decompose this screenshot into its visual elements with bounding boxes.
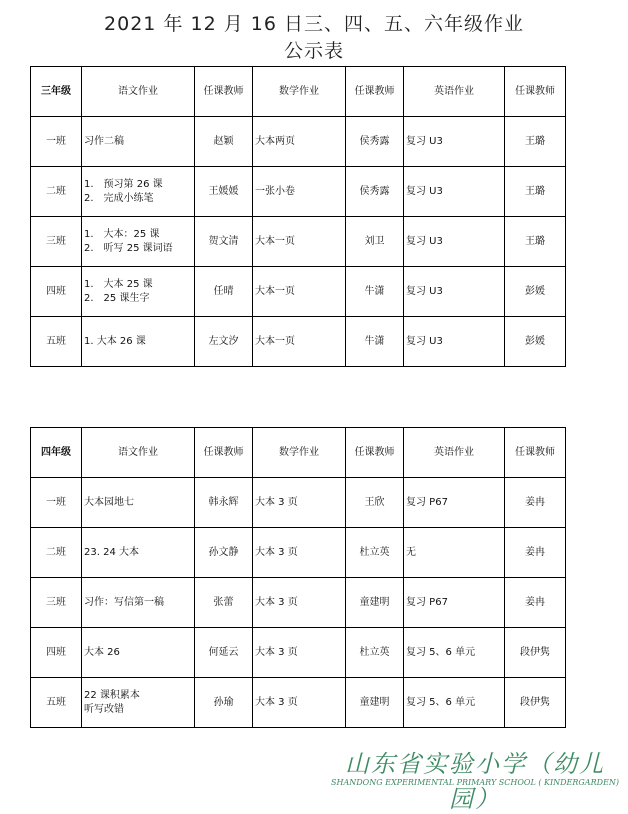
chinese-homework — [82, 267, 195, 317]
class-name: 一班 — [31, 117, 82, 167]
homework-line: 习作：写信第一稿 — [84, 596, 164, 608]
math-teacher: 侯秀露 — [346, 167, 404, 217]
math-teacher: 刘卫 — [346, 217, 404, 267]
class-name: 五班 — [31, 678, 82, 728]
school-name-cn: 山东省实验小学（幼儿园） — [345, 750, 605, 813]
math-teacher: 童建明 — [346, 578, 404, 628]
math-homework: 大本一页 — [253, 217, 346, 267]
chinese-teacher: 贺文清 — [195, 217, 253, 267]
english-teacher: 王璐 — [505, 167, 566, 217]
header-chinese: 语文作业 — [82, 67, 195, 117]
english-teacher: 姜冉 — [505, 578, 566, 628]
table-row — [31, 678, 566, 728]
chinese-teacher: 任晴 — [195, 267, 253, 317]
header-teacher: 任课教师 — [195, 428, 253, 478]
homework-line: 23. 24 大本 — [84, 546, 139, 558]
english-teacher: 彭媛 — [505, 267, 566, 317]
chinese-teacher: 王媛媛 — [195, 167, 253, 217]
english-homework: 复习 5、6 单元 — [404, 628, 505, 678]
header-math: 数学作业 — [253, 67, 346, 117]
homework-line: 习作二稿 — [84, 135, 124, 147]
header-teacher: 任课教师 — [505, 67, 566, 117]
english-teacher: 段伊隽 — [505, 678, 566, 728]
homework-line: 1. 大本 26 课 — [84, 335, 146, 347]
chinese-teacher: 左文汐 — [195, 317, 253, 367]
table-row — [31, 478, 566, 528]
homework-line: 听写改错 — [84, 703, 124, 715]
math-homework: 大本 3 页 — [253, 678, 346, 728]
grade4-table — [30, 427, 566, 728]
grade3-table — [30, 66, 566, 367]
page-subtitle: 公示表 — [283, 40, 344, 62]
math-teacher: 王欣 — [346, 478, 404, 528]
english-homework: 复习 P67 — [404, 578, 505, 628]
math-homework: 大本 3 页 — [253, 528, 346, 578]
chinese-homework — [82, 167, 195, 217]
grade-label: 四年级 — [31, 428, 82, 478]
homework-line: 1. 大本：25 课 — [84, 228, 160, 240]
english-homework: 复习 U3 — [404, 267, 505, 317]
chinese-homework — [82, 317, 195, 367]
english-teacher: 王璐 — [505, 117, 566, 167]
header-teacher: 任课教师 — [346, 428, 404, 478]
chinese-homework — [82, 217, 195, 267]
school-logo — [330, 744, 620, 813]
table-row — [31, 217, 566, 267]
table-row — [31, 317, 566, 367]
english-homework: 复习 U3 — [404, 317, 505, 367]
table-row — [31, 528, 566, 578]
page-title: 2021 年 12 月 16 日三、四、五、六年级作业 — [104, 13, 524, 35]
homework-line: 2. 完成小练笔 — [84, 192, 154, 204]
class-name: 三班 — [31, 217, 82, 267]
class-name: 四班 — [31, 267, 82, 317]
homework-line: 1. 预习第 26 课 — [84, 178, 163, 190]
chinese-teacher: 赵颖 — [195, 117, 253, 167]
english-homework: 复习 U3 — [404, 117, 505, 167]
english-homework: 复习 5、6 单元 — [404, 678, 505, 728]
english-homework: 复习 U3 — [404, 167, 505, 217]
english-teacher: 姜冉 — [505, 478, 566, 528]
math-homework: 大本 3 页 — [253, 578, 346, 628]
chinese-homework — [82, 678, 195, 728]
table-row — [31, 267, 566, 317]
math-teacher: 杜立英 — [346, 528, 404, 578]
math-teacher: 杜立英 — [346, 628, 404, 678]
math-teacher: 牛潇 — [346, 317, 404, 367]
english-homework: 复习 U3 — [404, 217, 505, 267]
math-homework: 大本一页 — [253, 267, 346, 317]
class-name: 二班 — [31, 528, 82, 578]
class-name: 二班 — [31, 167, 82, 217]
homework-line: 22 课积累本 — [84, 689, 140, 701]
math-homework: 一张小卷 — [253, 167, 346, 217]
header-chinese: 语文作业 — [82, 428, 195, 478]
math-homework: 大本 3 页 — [253, 478, 346, 528]
english-teacher: 姜冉 — [505, 528, 566, 578]
grade-label: 三年级 — [31, 67, 82, 117]
chinese-teacher: 孙文静 — [195, 528, 253, 578]
homework-line: 2. 听写 25 课词语 — [84, 242, 173, 254]
header-teacher: 任课教师 — [195, 67, 253, 117]
school-name-en: SHANDONG EXPERIMENTAL PRIMARY SCHOOL ( KINDERGARDEN) — [331, 778, 619, 787]
header-teacher: 任课教师 — [346, 67, 404, 117]
homework-line: 大本园地七 — [84, 496, 134, 508]
chinese-teacher: 何延云 — [195, 628, 253, 678]
english-homework: 无 — [404, 528, 505, 578]
chinese-teacher: 韩永辉 — [195, 478, 253, 528]
chinese-teacher: 孙瑜 — [195, 678, 253, 728]
chinese-homework — [82, 528, 195, 578]
math-teacher: 牛潇 — [346, 267, 404, 317]
homework-line: 大本 26 — [84, 646, 120, 658]
table-row — [31, 578, 566, 628]
chinese-homework — [82, 628, 195, 678]
homework-line: 1. 大本 25 课 — [84, 278, 153, 290]
homework-line: 2. 25 课生字 — [84, 292, 150, 304]
table-header-row — [31, 67, 566, 117]
header-teacher: 任课教师 — [505, 428, 566, 478]
chinese-homework — [82, 578, 195, 628]
math-homework: 大本 3 页 — [253, 628, 346, 678]
math-teacher: 童建明 — [346, 678, 404, 728]
table-header-row — [31, 428, 566, 478]
table-row — [31, 628, 566, 678]
english-teacher: 王璐 — [505, 217, 566, 267]
class-name: 四班 — [31, 628, 82, 678]
header-english: 英语作业 — [404, 428, 505, 478]
class-name: 五班 — [31, 317, 82, 367]
math-homework: 大本两页 — [253, 117, 346, 167]
table-row — [31, 167, 566, 217]
math-teacher: 侯秀露 — [346, 117, 404, 167]
header-english: 英语作业 — [404, 67, 505, 117]
class-name: 三班 — [31, 578, 82, 628]
chinese-homework — [82, 478, 195, 528]
english-teacher: 彭媛 — [505, 317, 566, 367]
header-math: 数学作业 — [253, 428, 346, 478]
math-homework: 大本一页 — [253, 317, 346, 367]
english-homework: 复习 P67 — [404, 478, 505, 528]
class-name: 一班 — [31, 478, 82, 528]
english-teacher: 段伊隽 — [505, 628, 566, 678]
chinese-teacher: 张蕾 — [195, 578, 253, 628]
table-row — [31, 117, 566, 167]
chinese-homework — [82, 117, 195, 167]
